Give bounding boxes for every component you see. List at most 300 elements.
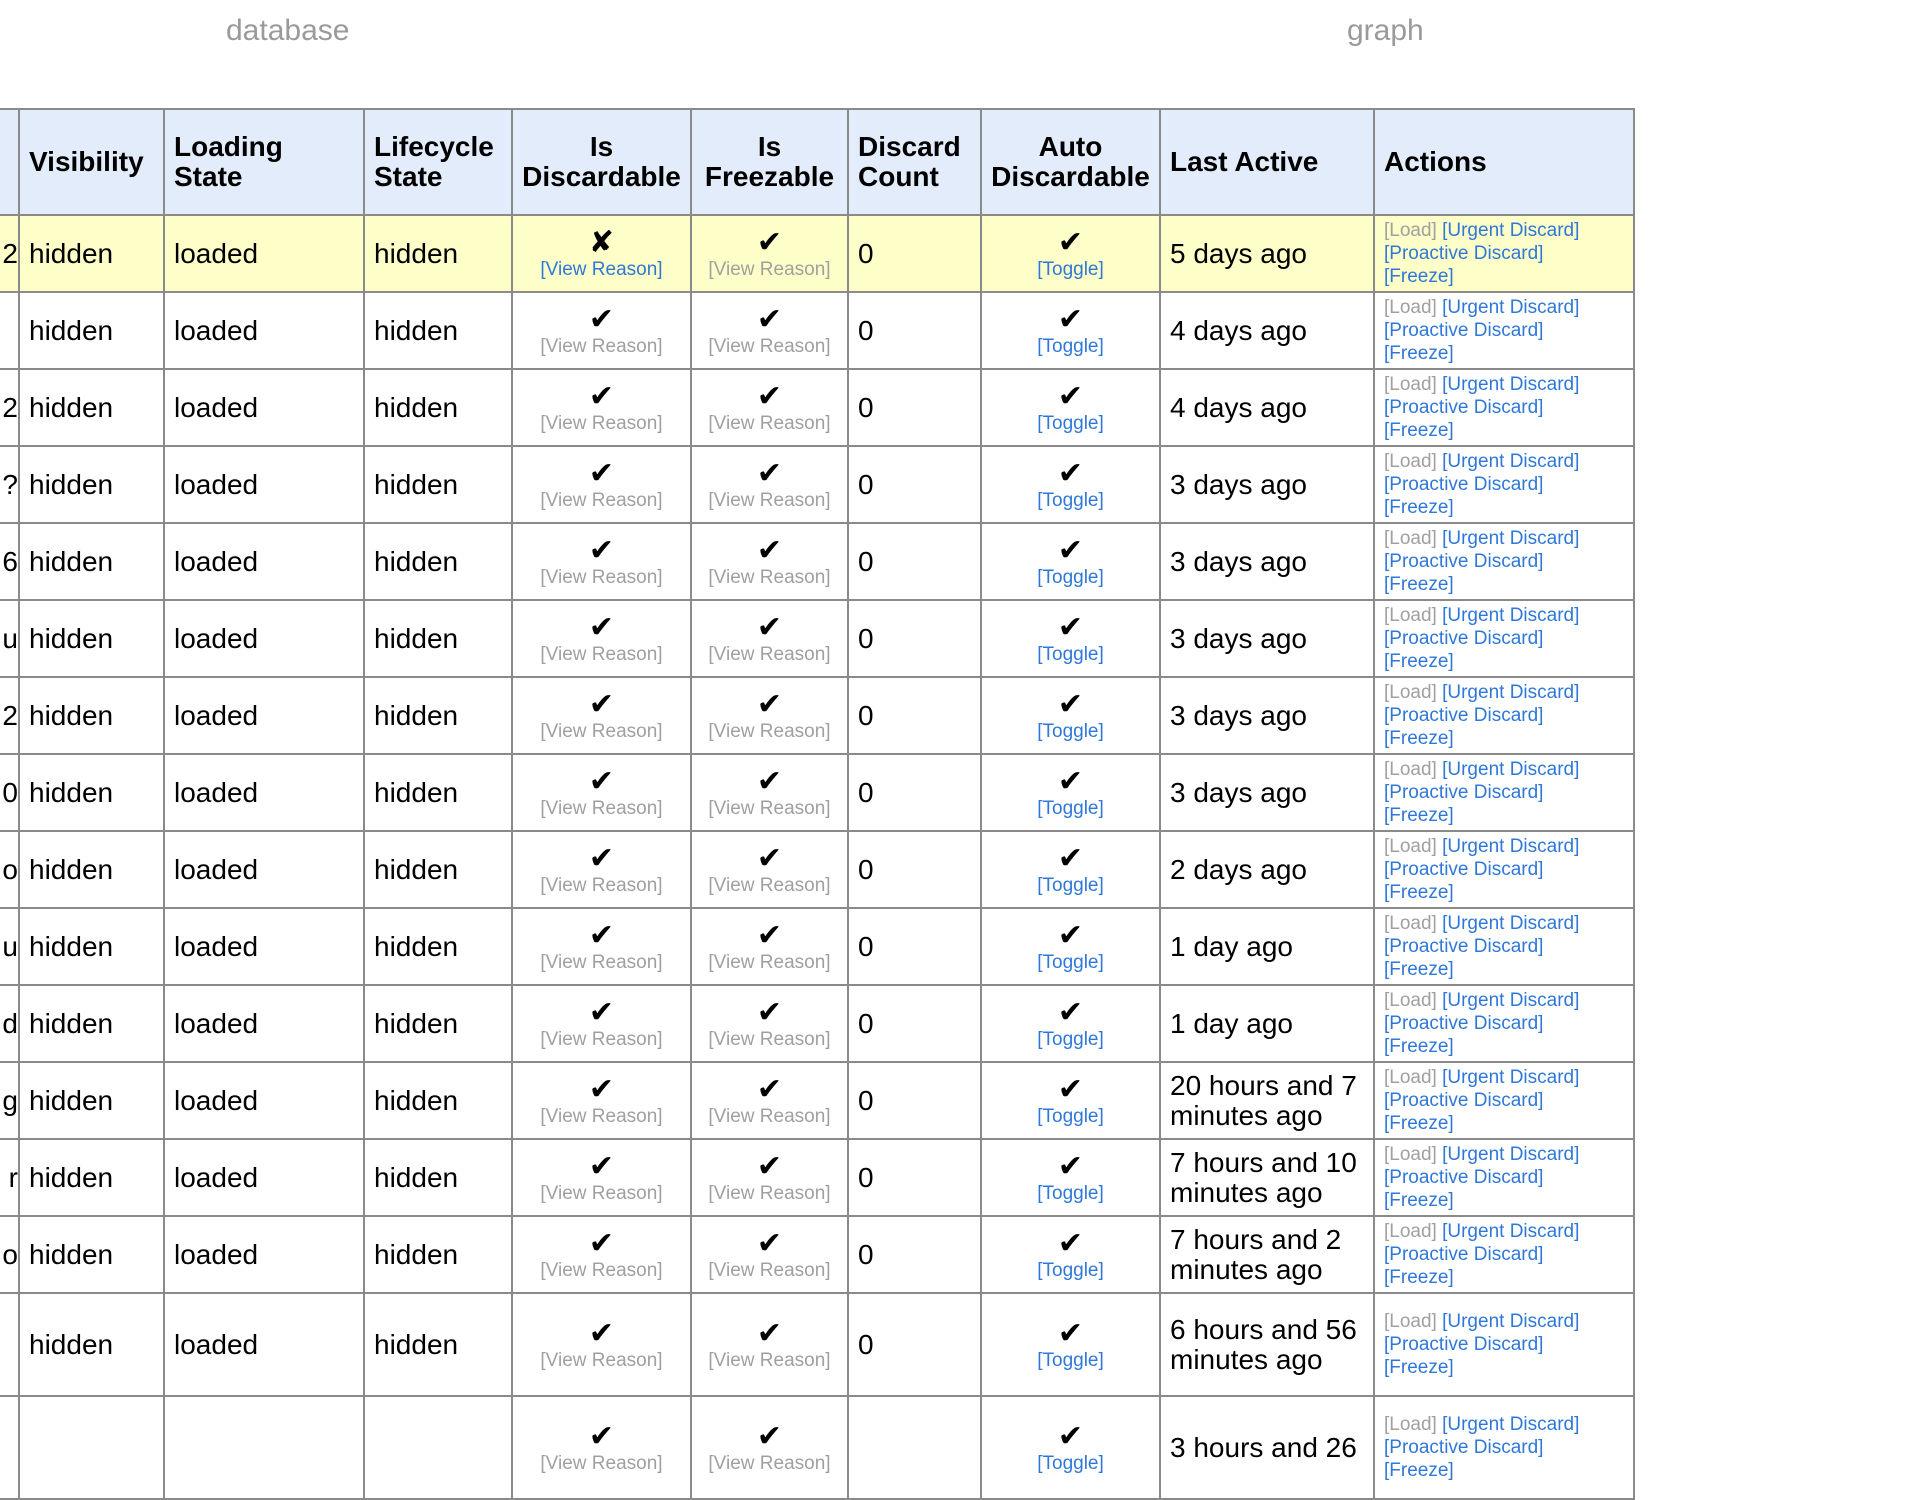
auto-discardable-cell xyxy=(981,523,1160,600)
is-discardable-mark-icon: ✔ xyxy=(588,841,615,875)
lifecycle-state-cell: hidden xyxy=(364,985,512,1062)
discard-count-cell: 0 xyxy=(848,292,981,369)
toggle-auto-discardable-link[interactable]: [Toggle] xyxy=(1037,797,1104,819)
freeze-action[interactable]: [Freeze] xyxy=(1384,882,1454,903)
urgent-discard-action[interactable]: [Urgent Discard] xyxy=(1442,836,1580,857)
lifecycle-state-cell xyxy=(364,1396,512,1499)
is-freezable-cell xyxy=(691,446,848,523)
view-reason-discardable-link[interactable]: [View Reason] xyxy=(540,643,663,665)
toggle-auto-discardable-link[interactable]: [Toggle] xyxy=(1037,1452,1104,1474)
urgent-discard-action[interactable]: [Urgent Discard] xyxy=(1442,374,1580,395)
table-row xyxy=(0,908,1634,985)
discard-count-cell: 0 xyxy=(848,446,981,523)
auto-discardable-cell xyxy=(981,369,1160,446)
is-discardable-mark-icon: ✔ xyxy=(588,1226,615,1260)
proactive-discard-action[interactable]: [Proactive Discard] xyxy=(1384,474,1544,495)
table-body xyxy=(0,215,1634,1499)
table-row xyxy=(0,831,1634,908)
load-action[interactable]: [Load] xyxy=(1384,374,1437,395)
toggle-auto-discardable-link[interactable]: [Toggle] xyxy=(1037,1259,1104,1281)
load-action[interactable]: [Load] xyxy=(1384,605,1437,626)
title-cell: u xyxy=(0,600,19,677)
freeze-action[interactable]: [Freeze] xyxy=(1384,1036,1454,1057)
actions-cell xyxy=(1374,1216,1634,1293)
proactive-discard-action[interactable]: [Proactive Discard] xyxy=(1384,1013,1544,1034)
is-freezable-cell xyxy=(691,754,848,831)
is-freezable-cell xyxy=(691,677,848,754)
loading-state-cell: loaded xyxy=(164,369,364,446)
load-action[interactable]: [Load] xyxy=(1384,1221,1437,1242)
load-action[interactable]: [Load] xyxy=(1384,528,1437,549)
freeze-action[interactable]: [Freeze] xyxy=(1384,266,1454,287)
view-reason-discardable-link[interactable]: [View Reason] xyxy=(540,1452,663,1474)
toggle-auto-discardable-link[interactable]: [Toggle] xyxy=(1037,412,1104,434)
is-freezable-cell xyxy=(691,1293,848,1396)
table-row xyxy=(0,754,1634,831)
proactive-discard-action[interactable]: [Proactive Discard] xyxy=(1384,1244,1544,1265)
view-reason-freezable-link[interactable]: [View Reason] xyxy=(708,874,831,896)
toggle-auto-discardable-link[interactable]: [Toggle] xyxy=(1037,1349,1104,1371)
view-reason-discardable-link[interactable]: [View Reason] xyxy=(540,951,663,973)
auto-discardable-mark-icon: ✔ xyxy=(1057,225,1084,259)
is-discardable-cell xyxy=(512,908,691,985)
discard-count-cell: 0 xyxy=(848,1139,981,1216)
loading-state-cell: loaded xyxy=(164,754,364,831)
proactive-discard-action[interactable]: [Proactive Discard] xyxy=(1384,243,1544,264)
is-freezable-cell xyxy=(691,292,848,369)
actions-cell xyxy=(1374,600,1634,677)
column-header-title[interactable] xyxy=(0,109,19,215)
loading-state-cell: loaded xyxy=(164,1216,364,1293)
view-reason-freezable-link[interactable]: [View Reason] xyxy=(708,797,831,819)
is-discardable-mark-icon: ✔ xyxy=(588,918,615,952)
proactive-discard-action[interactable]: [Proactive Discard] xyxy=(1384,1334,1544,1355)
is-freezable-mark-icon: ✔ xyxy=(756,1316,783,1350)
view-reason-freezable-link[interactable]: [View Reason] xyxy=(708,412,831,434)
last-active-cell: 3 hours and 26 xyxy=(1160,1396,1374,1499)
visibility-cell: hidden xyxy=(19,600,164,677)
view-reason-freezable-link[interactable]: [View Reason] xyxy=(708,720,831,742)
view-reason-freezable-link[interactable]: [View Reason] xyxy=(708,1028,831,1050)
freeze-action[interactable]: [Freeze] xyxy=(1384,651,1454,672)
table-row xyxy=(0,1293,1634,1396)
discard-count-cell: 0 xyxy=(848,831,981,908)
is-freezable-mark-icon: ✔ xyxy=(756,302,783,336)
urgent-discard-action[interactable]: [Urgent Discard] xyxy=(1442,220,1580,241)
auto-discardable-cell xyxy=(981,446,1160,523)
load-action[interactable]: [Load] xyxy=(1384,990,1437,1011)
toggle-auto-discardable-link[interactable]: [Toggle] xyxy=(1037,951,1104,973)
title-cell: g xyxy=(0,1062,19,1139)
auto-discardable-mark-icon: ✔ xyxy=(1057,379,1084,413)
load-action[interactable]: [Load] xyxy=(1384,1414,1437,1435)
last-active-cell: 20 hours and 7 minutes ago xyxy=(1160,1062,1374,1139)
column-header-auto-discardable[interactable]: Auto Discardable xyxy=(981,109,1160,215)
actions-cell xyxy=(1374,1139,1634,1216)
is-discardable-mark-icon: ✔ xyxy=(588,1419,615,1453)
is-discardable-cell xyxy=(512,1396,691,1499)
title-cell xyxy=(0,292,19,369)
actions-cell xyxy=(1374,831,1634,908)
view-reason-discardable-link[interactable]: [View Reason] xyxy=(540,1182,663,1204)
freeze-action[interactable]: [Freeze] xyxy=(1384,1357,1454,1378)
toggle-auto-discardable-link[interactable]: [Toggle] xyxy=(1037,1028,1104,1050)
table-row xyxy=(0,369,1634,446)
last-active-cell: 3 days ago xyxy=(1160,600,1374,677)
auto-discardable-cell xyxy=(981,600,1160,677)
tabs-table-container xyxy=(0,108,1918,1481)
view-reason-freezable-link[interactable]: [View Reason] xyxy=(708,566,831,588)
freeze-action[interactable]: [Freeze] xyxy=(1384,728,1454,749)
is-freezable-mark-icon: ✔ xyxy=(756,610,783,644)
view-reason-freezable-link[interactable]: [View Reason] xyxy=(708,951,831,973)
tab-bar xyxy=(0,0,1892,100)
column-header-visibility[interactable]: Visibility xyxy=(19,109,164,215)
freeze-action[interactable]: [Freeze] xyxy=(1384,420,1454,441)
view-reason-discardable-link[interactable]: [View Reason] xyxy=(540,258,663,280)
is-freezable-cell xyxy=(691,1062,848,1139)
freeze-action[interactable]: [Freeze] xyxy=(1384,1267,1454,1288)
toggle-auto-discardable-link[interactable]: [Toggle] xyxy=(1037,720,1104,742)
loading-state-cell: loaded xyxy=(164,1062,364,1139)
last-active-cell: 3 days ago xyxy=(1160,677,1374,754)
table-row xyxy=(0,523,1634,600)
toggle-auto-discardable-link[interactable]: [Toggle] xyxy=(1037,258,1104,280)
urgent-discard-action[interactable]: [Urgent Discard] xyxy=(1442,759,1580,780)
proactive-discard-action[interactable]: [Proactive Discard] xyxy=(1384,859,1544,880)
view-reason-freezable-link[interactable]: [View Reason] xyxy=(708,1182,831,1204)
view-reason-discardable-link[interactable]: [View Reason] xyxy=(540,1105,663,1127)
actions-cell xyxy=(1374,1396,1634,1499)
view-reason-freezable-link[interactable]: [View Reason] xyxy=(708,1349,831,1371)
table-row xyxy=(0,446,1634,523)
is-freezable-cell xyxy=(691,985,848,1062)
auto-discardable-cell xyxy=(981,908,1160,985)
discard-count-cell: 0 xyxy=(848,600,981,677)
lifecycle-state-cell: hidden xyxy=(364,1216,512,1293)
urgent-discard-action[interactable]: [Urgent Discard] xyxy=(1442,913,1580,934)
column-header-is-freezable[interactable]: Is Freezable xyxy=(691,109,848,215)
is-freezable-mark-icon: ✔ xyxy=(756,764,783,798)
proactive-discard-action[interactable]: [Proactive Discard] xyxy=(1384,1167,1544,1188)
loading-state-cell: loaded xyxy=(164,831,364,908)
visibility-cell: hidden xyxy=(19,1216,164,1293)
load-action[interactable]: [Load] xyxy=(1384,1144,1437,1165)
is-discardable-cell xyxy=(512,600,691,677)
urgent-discard-action[interactable]: [Urgent Discard] xyxy=(1442,297,1580,318)
visibility-cell: hidden xyxy=(19,1293,164,1396)
is-freezable-mark-icon: ✔ xyxy=(756,533,783,567)
toggle-auto-discardable-link[interactable]: [Toggle] xyxy=(1037,1182,1104,1204)
auto-discardable-mark-icon: ✔ xyxy=(1057,610,1084,644)
loading-state-cell: loaded xyxy=(164,523,364,600)
auto-discardable-mark-icon: ✔ xyxy=(1057,1149,1084,1183)
column-header-lifecycle-state[interactable]: Lifecycle State xyxy=(364,109,512,215)
actions-cell xyxy=(1374,1293,1634,1396)
actions-cell xyxy=(1374,677,1634,754)
view-reason-discardable-link[interactable]: [View Reason] xyxy=(540,1028,663,1050)
auto-discardable-cell xyxy=(981,292,1160,369)
is-freezable-cell xyxy=(691,1396,848,1499)
actions-cell xyxy=(1374,369,1634,446)
load-action[interactable]: [Load] xyxy=(1384,836,1437,857)
auto-discardable-cell xyxy=(981,1139,1160,1216)
lifecycle-state-cell: hidden xyxy=(364,292,512,369)
auto-discardable-mark-icon: ✔ xyxy=(1057,1316,1084,1350)
auto-discardable-mark-icon: ✔ xyxy=(1057,687,1084,721)
view-reason-discardable-link[interactable]: [View Reason] xyxy=(540,797,663,819)
view-reason-discardable-link[interactable]: [View Reason] xyxy=(540,412,663,434)
urgent-discard-action[interactable]: [Urgent Discard] xyxy=(1442,605,1580,626)
urgent-discard-action[interactable]: [Urgent Discard] xyxy=(1442,682,1580,703)
load-action[interactable]: [Load] xyxy=(1384,759,1437,780)
freeze-action[interactable]: [Freeze] xyxy=(1384,1113,1454,1134)
auto-discardable-mark-icon: ✔ xyxy=(1057,533,1084,567)
lifecycle-state-cell: hidden xyxy=(364,446,512,523)
urgent-discard-action[interactable]: [Urgent Discard] xyxy=(1442,1221,1580,1242)
is-discardable-cell xyxy=(512,985,691,1062)
column-header-discard-count[interactable]: Discard Count xyxy=(848,109,981,215)
visibility-cell: hidden xyxy=(19,831,164,908)
proactive-discard-action[interactable]: [Proactive Discard] xyxy=(1384,1437,1544,1458)
is-discardable-cell xyxy=(512,754,691,831)
last-active-cell: 7 hours and 10 minutes ago xyxy=(1160,1139,1374,1216)
visibility-cell: hidden xyxy=(19,1062,164,1139)
tabs-table xyxy=(0,108,1635,1500)
title-cell: 0 xyxy=(0,754,19,831)
is-discardable-cell xyxy=(512,446,691,523)
view-reason-freezable-link[interactable]: [View Reason] xyxy=(708,1105,831,1127)
actions-cell xyxy=(1374,1062,1634,1139)
urgent-discard-action[interactable]: [Urgent Discard] xyxy=(1442,1414,1580,1435)
table-header-row xyxy=(0,109,1634,215)
proactive-discard-action[interactable]: [Proactive Discard] xyxy=(1384,936,1544,957)
is-discardable-cell xyxy=(512,1139,691,1216)
loading-state-cell: loaded xyxy=(164,1293,364,1396)
auto-discardable-cell xyxy=(981,677,1160,754)
lifecycle-state-cell: hidden xyxy=(364,369,512,446)
last-active-cell: 3 days ago xyxy=(1160,523,1374,600)
title-cell: 2 xyxy=(0,369,19,446)
is-discardable-cell xyxy=(512,292,691,369)
visibility-cell: hidden xyxy=(19,754,164,831)
is-freezable-cell xyxy=(691,215,848,292)
loading-state-cell: loaded xyxy=(164,600,364,677)
is-discardable-mark-icon: ✔ xyxy=(588,456,615,490)
view-reason-discardable-link[interactable]: [View Reason] xyxy=(540,1259,663,1281)
view-reason-discardable-link[interactable]: [View Reason] xyxy=(540,1349,663,1371)
visibility-cell: hidden xyxy=(19,1139,164,1216)
view-reason-freezable-link[interactable]: [View Reason] xyxy=(708,335,831,357)
visibility-cell: hidden xyxy=(19,215,164,292)
toggle-auto-discardable-link[interactable]: [Toggle] xyxy=(1037,566,1104,588)
urgent-discard-action[interactable]: [Urgent Discard] xyxy=(1442,451,1580,472)
urgent-discard-action[interactable]: [Urgent Discard] xyxy=(1442,528,1580,549)
toggle-auto-discardable-link[interactable]: [Toggle] xyxy=(1037,335,1104,357)
toggle-auto-discardable-link[interactable]: [Toggle] xyxy=(1037,874,1104,896)
auto-discardable-mark-icon: ✔ xyxy=(1057,302,1084,336)
load-action[interactable]: [Load] xyxy=(1384,220,1437,241)
column-header-last-active[interactable]: Last Active xyxy=(1160,109,1374,215)
freeze-action[interactable]: [Freeze] xyxy=(1384,343,1454,364)
visibility-cell: hidden xyxy=(19,677,164,754)
toggle-auto-discardable-link[interactable]: [Toggle] xyxy=(1037,489,1104,511)
freeze-action[interactable]: [Freeze] xyxy=(1384,959,1454,980)
proactive-discard-action[interactable]: [Proactive Discard] xyxy=(1384,705,1544,726)
load-action[interactable]: [Load] xyxy=(1384,297,1437,318)
is-discardable-cell xyxy=(512,831,691,908)
loading-state-cell xyxy=(164,1396,364,1499)
lifecycle-state-cell: hidden xyxy=(364,1293,512,1396)
proactive-discard-action[interactable]: [Proactive Discard] xyxy=(1384,551,1544,572)
is-freezable-mark-icon: ✔ xyxy=(756,995,783,1029)
auto-discardable-mark-icon: ✔ xyxy=(1057,764,1084,798)
discard-count-cell xyxy=(848,1396,981,1499)
loading-state-cell: loaded xyxy=(164,908,364,985)
is-discardable-cell xyxy=(512,1293,691,1396)
tab-graph[interactable]: graph xyxy=(1347,14,1424,47)
visibility-cell: hidden xyxy=(19,908,164,985)
view-reason-freezable-link[interactable]: [View Reason] xyxy=(708,1259,831,1281)
is-freezable-cell xyxy=(691,1139,848,1216)
last-active-cell: 1 day ago xyxy=(1160,985,1374,1062)
is-discardable-cell xyxy=(512,1062,691,1139)
lifecycle-state-cell: hidden xyxy=(364,677,512,754)
is-freezable-cell xyxy=(691,523,848,600)
is-discardable-cell xyxy=(512,677,691,754)
column-header-loading-state[interactable]: Loading State xyxy=(164,109,364,215)
actions-cell xyxy=(1374,985,1634,1062)
auto-discardable-cell xyxy=(981,1216,1160,1293)
urgent-discard-action[interactable]: [Urgent Discard] xyxy=(1442,1067,1580,1088)
auto-discardable-mark-icon: ✔ xyxy=(1057,995,1084,1029)
loading-state-cell: loaded xyxy=(164,985,364,1062)
is-discardable-cell xyxy=(512,369,691,446)
is-discardable-cell xyxy=(512,1216,691,1293)
last-active-cell: 5 days ago xyxy=(1160,215,1374,292)
load-action[interactable]: [Load] xyxy=(1384,451,1437,472)
view-reason-freezable-link[interactable]: [View Reason] xyxy=(708,489,831,511)
title-cell xyxy=(0,1293,19,1396)
table-row xyxy=(0,600,1634,677)
is-freezable-mark-icon: ✔ xyxy=(756,1072,783,1106)
title-cell: 2 xyxy=(0,215,19,292)
is-discardable-mark-icon: ✔ xyxy=(588,302,615,336)
urgent-discard-action[interactable]: [Urgent Discard] xyxy=(1442,1144,1580,1165)
view-reason-freezable-link[interactable]: [View Reason] xyxy=(708,258,831,280)
auto-discardable-mark-icon: ✔ xyxy=(1057,1072,1084,1106)
toggle-auto-discardable-link[interactable]: [Toggle] xyxy=(1037,1105,1104,1127)
urgent-discard-action[interactable]: [Urgent Discard] xyxy=(1442,1311,1580,1332)
title-cell: o xyxy=(0,1216,19,1293)
toggle-auto-discardable-link[interactable]: [Toggle] xyxy=(1037,643,1104,665)
proactive-discard-action[interactable]: [Proactive Discard] xyxy=(1384,320,1544,341)
is-discardable-mark-icon: ✔ xyxy=(588,610,615,644)
load-action[interactable]: [Load] xyxy=(1384,1067,1437,1088)
view-reason-discardable-link[interactable]: [View Reason] xyxy=(540,566,663,588)
load-action[interactable]: [Load] xyxy=(1384,913,1437,934)
urgent-discard-action[interactable]: [Urgent Discard] xyxy=(1442,990,1580,1011)
title-cell: u xyxy=(0,908,19,985)
title-cell: 2 xyxy=(0,677,19,754)
view-reason-discardable-link[interactable]: [View Reason] xyxy=(540,720,663,742)
is-discardable-mark-icon: ✔ xyxy=(588,1149,615,1183)
table-row xyxy=(0,1396,1634,1499)
proactive-discard-action[interactable]: [Proactive Discard] xyxy=(1384,397,1544,418)
view-reason-freezable-link[interactable]: [View Reason] xyxy=(708,643,831,665)
lifecycle-state-cell: hidden xyxy=(364,754,512,831)
title-cell: d xyxy=(0,985,19,1062)
is-freezable-mark-icon: ✔ xyxy=(756,225,783,259)
visibility-cell: hidden xyxy=(19,446,164,523)
discard-count-cell: 0 xyxy=(848,1293,981,1396)
lifecycle-state-cell: hidden xyxy=(364,1062,512,1139)
is-discardable-mark-icon: ✘ xyxy=(588,225,615,259)
auto-discardable-mark-icon: ✔ xyxy=(1057,918,1084,952)
proactive-discard-action[interactable]: [Proactive Discard] xyxy=(1384,628,1544,649)
title-cell: ? xyxy=(0,446,19,523)
is-freezable-mark-icon: ✔ xyxy=(756,456,783,490)
title-cell xyxy=(0,1396,19,1499)
is-freezable-mark-icon: ✔ xyxy=(756,918,783,952)
table-row xyxy=(0,292,1634,369)
load-action[interactable]: [Load] xyxy=(1384,682,1437,703)
is-freezable-mark-icon: ✔ xyxy=(756,841,783,875)
proactive-discard-action[interactable]: [Proactive Discard] xyxy=(1384,782,1544,803)
view-reason-discardable-link[interactable]: [View Reason] xyxy=(540,489,663,511)
column-header-is-discardable[interactable]: Is Discardable xyxy=(512,109,691,215)
last-active-cell: 2 days ago xyxy=(1160,831,1374,908)
view-reason-freezable-link[interactable]: [View Reason] xyxy=(708,1452,831,1474)
lifecycle-state-cell: hidden xyxy=(364,215,512,292)
title-cell: o xyxy=(0,831,19,908)
freeze-action[interactable]: [Freeze] xyxy=(1384,805,1454,826)
is-freezable-cell xyxy=(691,600,848,677)
auto-discardable-cell xyxy=(981,831,1160,908)
freeze-action[interactable]: [Freeze] xyxy=(1384,1460,1454,1481)
is-discardable-cell xyxy=(512,215,691,292)
is-discardable-mark-icon: ✔ xyxy=(588,764,615,798)
is-discardable-mark-icon: ✔ xyxy=(588,1072,615,1106)
discard-count-cell: 0 xyxy=(848,754,981,831)
proactive-discard-action[interactable]: [Proactive Discard] xyxy=(1384,1090,1544,1111)
auto-discardable-mark-icon: ✔ xyxy=(1057,841,1084,875)
table-row xyxy=(0,1062,1634,1139)
discard-count-cell: 0 xyxy=(848,523,981,600)
freeze-action[interactable]: [Freeze] xyxy=(1384,1190,1454,1211)
view-reason-discardable-link[interactable]: [View Reason] xyxy=(540,874,663,896)
discard-count-cell: 0 xyxy=(848,1216,981,1293)
freeze-action[interactable]: [Freeze] xyxy=(1384,497,1454,518)
freeze-action[interactable]: [Freeze] xyxy=(1384,574,1454,595)
discard-count-cell: 0 xyxy=(848,1062,981,1139)
view-reason-discardable-link[interactable]: [View Reason] xyxy=(540,335,663,357)
is-discardable-mark-icon: ✔ xyxy=(588,995,615,1029)
visibility-cell: hidden xyxy=(19,985,164,1062)
tab-database[interactable]: database xyxy=(226,14,350,47)
last-active-cell: 6 hours and 56 minutes ago xyxy=(1160,1293,1374,1396)
auto-discardable-mark-icon: ✔ xyxy=(1057,1226,1084,1260)
auto-discardable-cell xyxy=(981,215,1160,292)
lifecycle-state-cell: hidden xyxy=(364,523,512,600)
actions-cell xyxy=(1374,523,1634,600)
load-action[interactable]: [Load] xyxy=(1384,1311,1437,1332)
last-active-cell: 3 days ago xyxy=(1160,446,1374,523)
table-row xyxy=(0,215,1634,292)
loading-state-cell: loaded xyxy=(164,292,364,369)
discard-count-cell: 0 xyxy=(848,215,981,292)
auto-discardable-mark-icon: ✔ xyxy=(1057,456,1084,490)
